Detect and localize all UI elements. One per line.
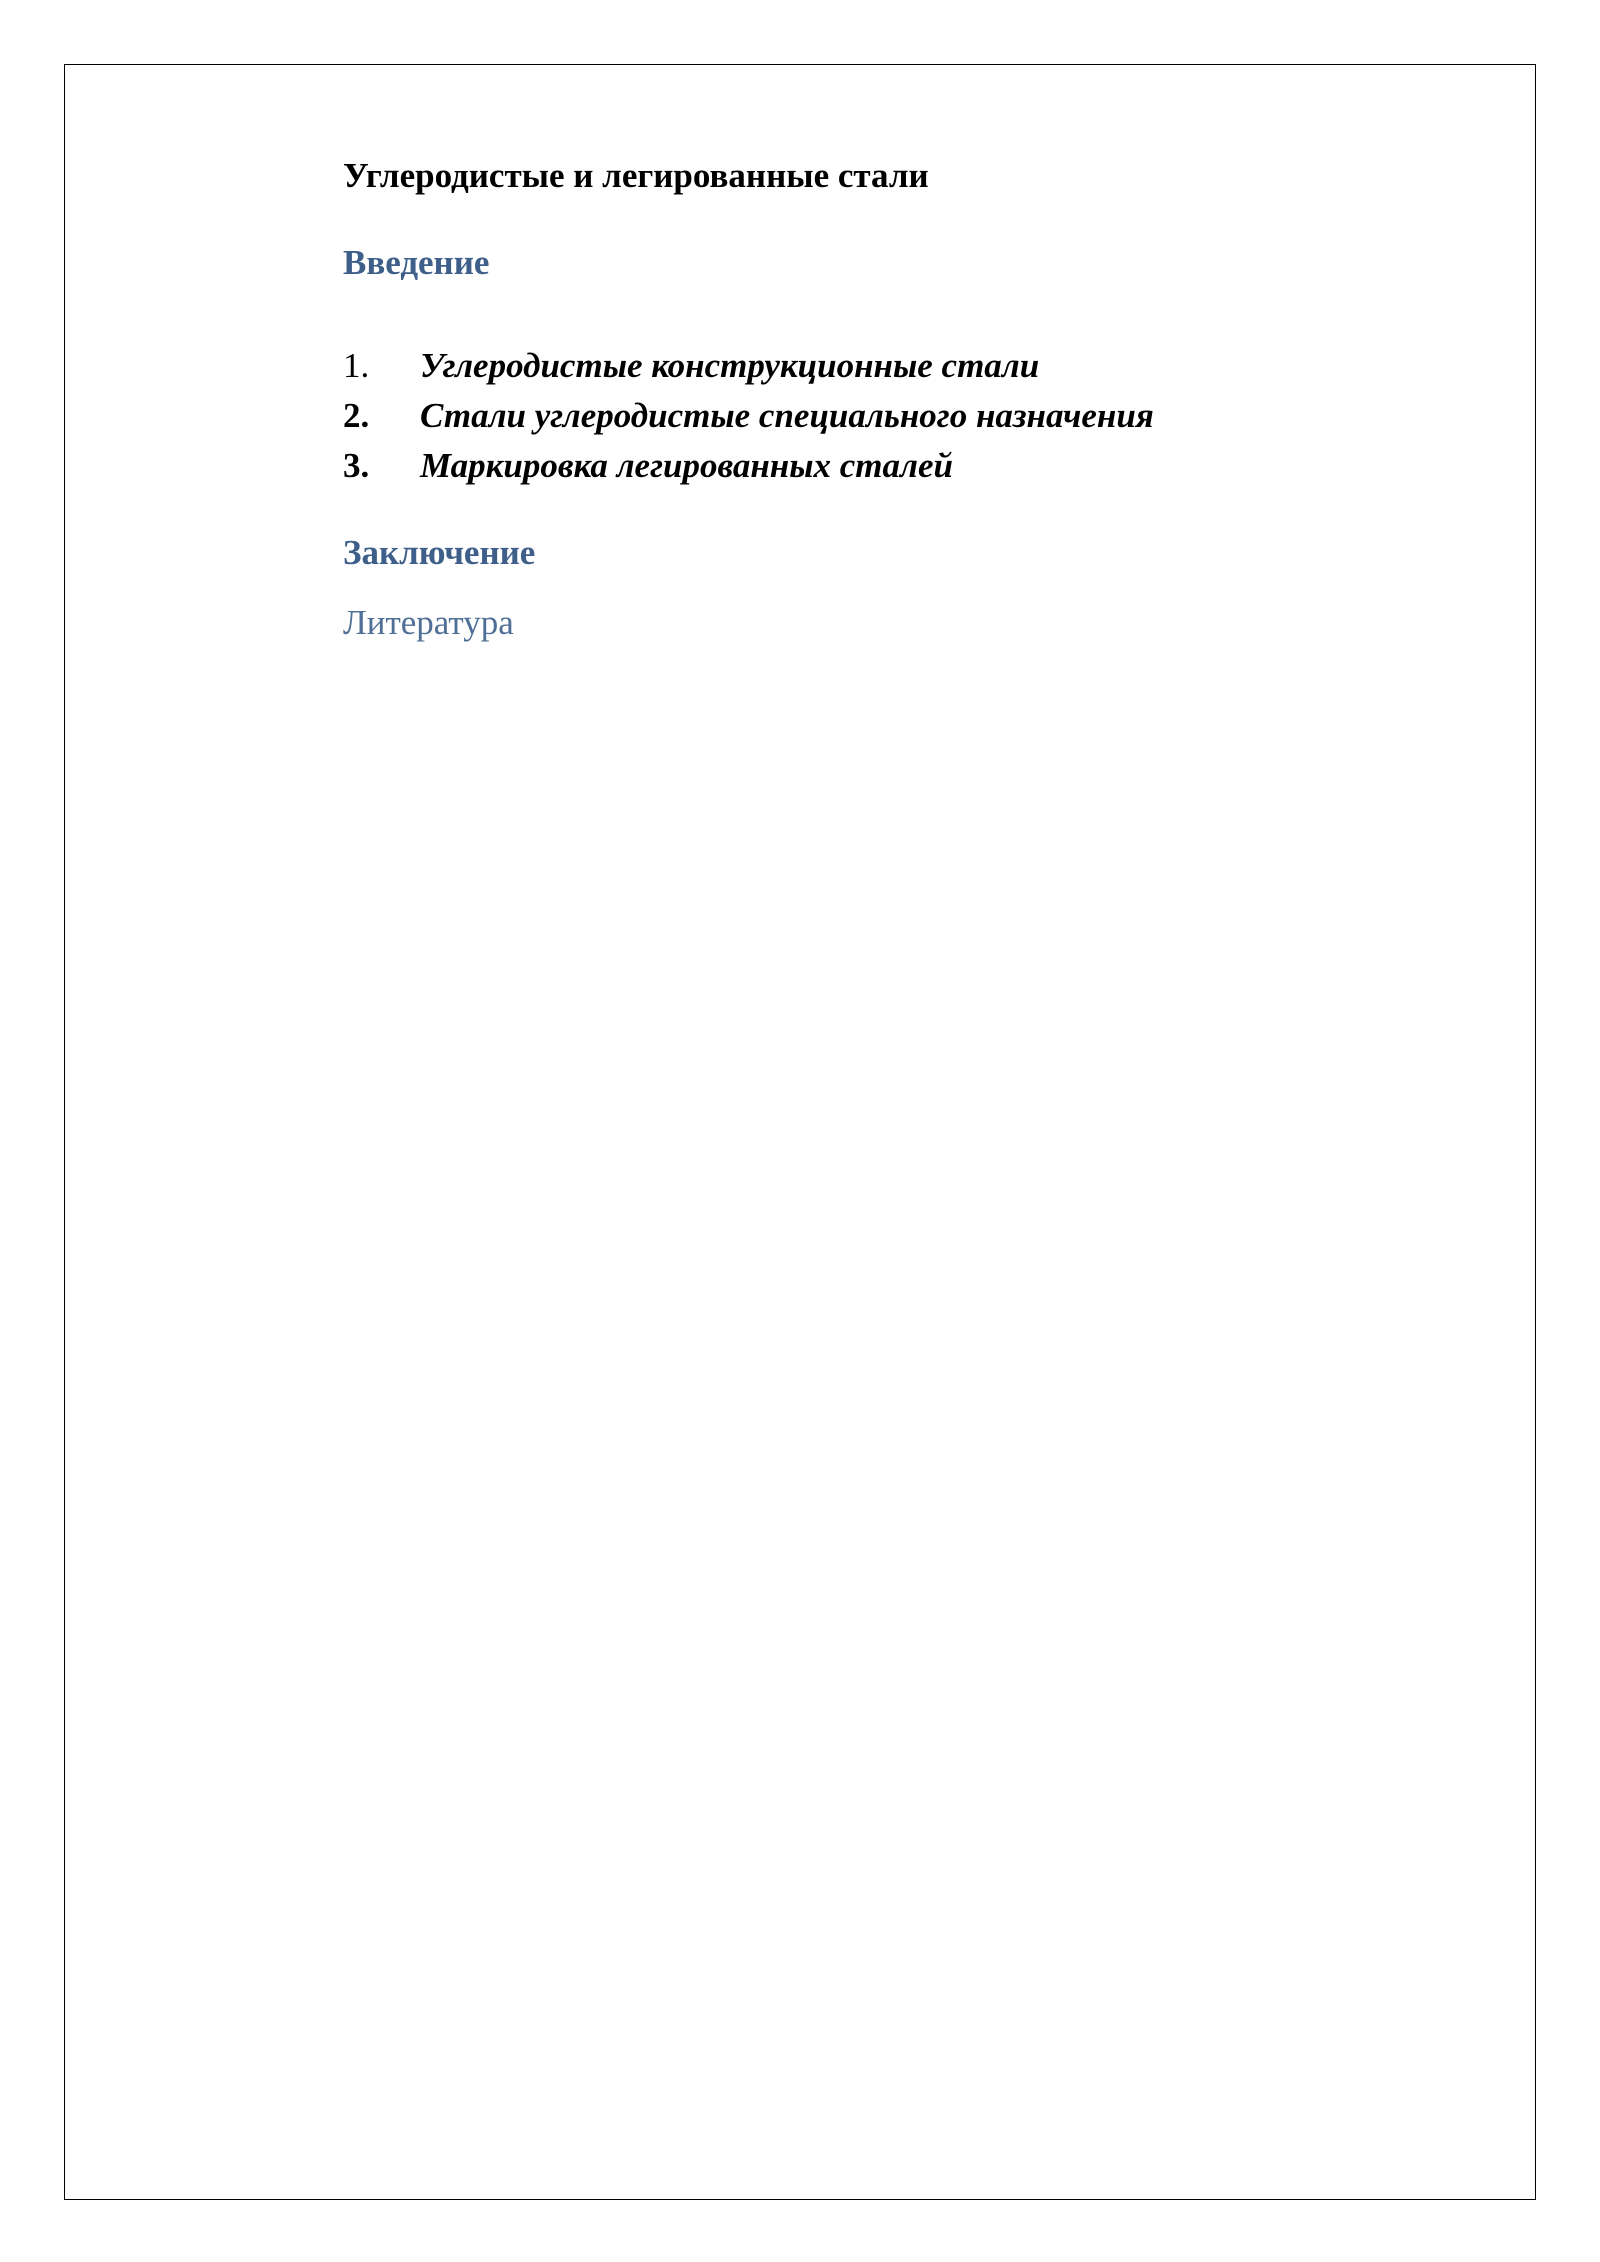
list-item [343,394,1154,444]
conclusion-heading: Заключение [343,533,536,572]
document-title: Углеродистые и легированные стали [343,156,929,195]
list-item-number: 1. [343,346,370,385]
table-of-contents [343,344,1154,494]
list-item-number: 3. [343,446,370,485]
list-item-text: Углеродистые конструкционные стали [420,346,1040,385]
list-item-text: Маркировка легированных сталей [420,446,953,485]
list-item [343,344,1154,394]
list-item [343,444,1154,494]
list-item-number: 2. [343,396,370,435]
list-item-text: Стали углеродистые специального назначения [420,396,1154,435]
intro-heading: Введение [343,243,490,282]
literature-heading: Литература [343,603,514,642]
